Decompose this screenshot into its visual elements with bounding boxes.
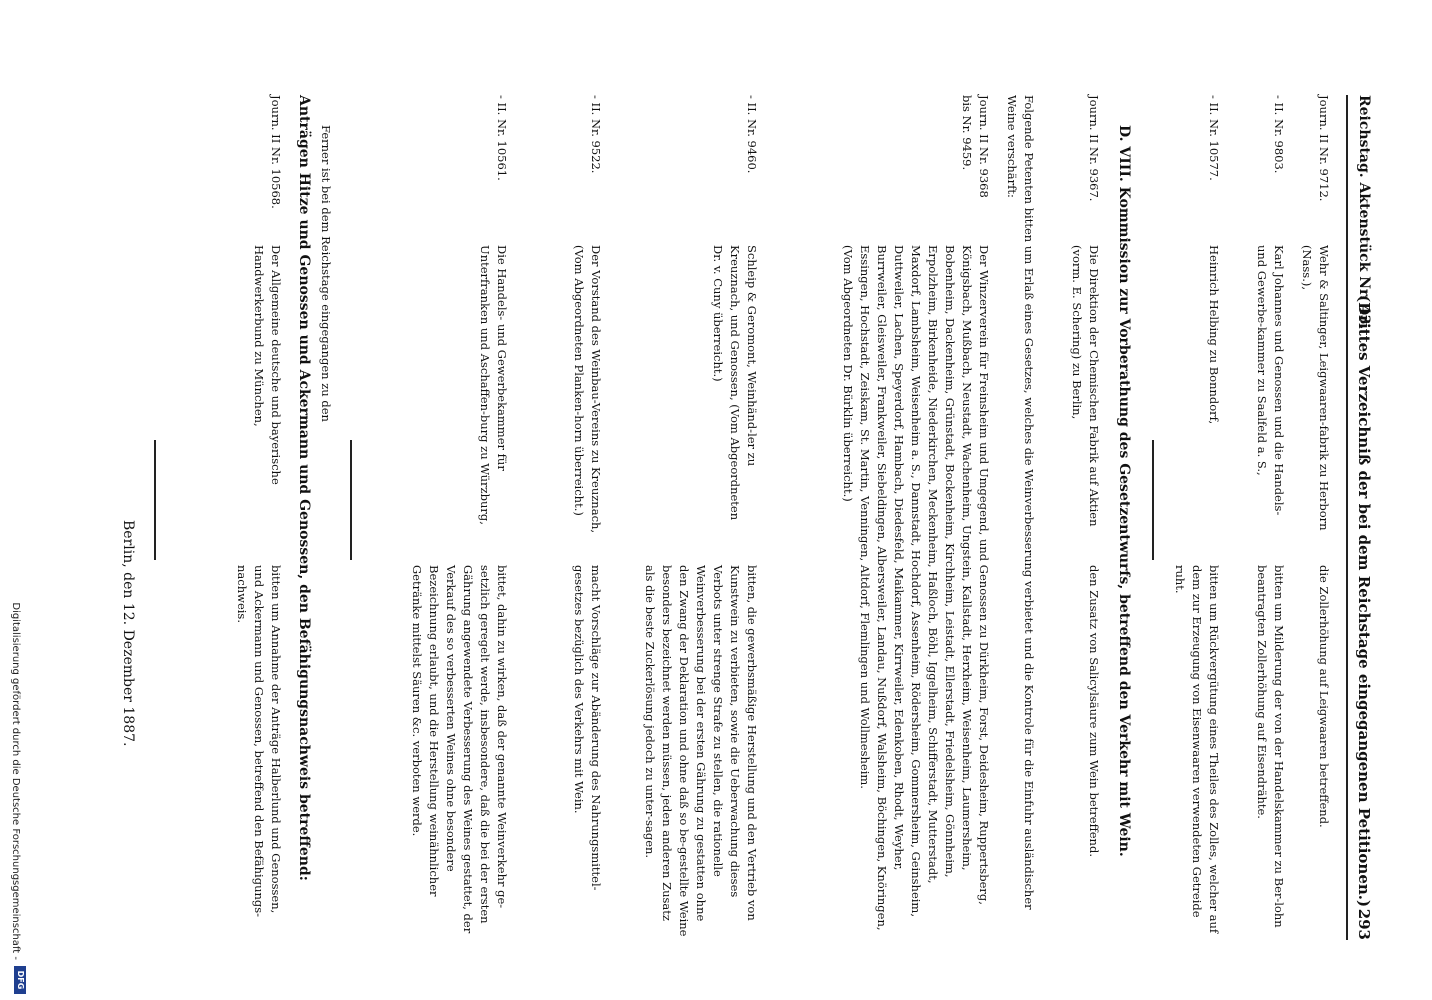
divider xyxy=(154,440,156,560)
presented-by-note: (Vom Abgeordneten Dr. Bürklin überreicht.) xyxy=(841,245,855,502)
section-title: D. VIII. Kommission zur Vorberathung des Gesetzentwurfs, betreffend den Verkehr mit Wein. xyxy=(1116,125,1132,857)
petition-entry xyxy=(1292,95,1332,938)
journal-ref: Journ. II Nr. 10568. xyxy=(269,95,283,209)
journal-ref: Journ. II Nr. 9712. xyxy=(1317,95,1331,202)
divider xyxy=(350,440,352,560)
footer-text: Digitalisierung gefördert durch die Deutsche Forschungsgemeinschaft - xyxy=(10,602,21,960)
ref-line: Journ. II Nr. 9368 xyxy=(977,95,991,198)
petitioner: Der Vorstand des Weinbau-Vereins zu Kreuznach, (Vom Abgeordneten Planken-horn überreicht.) xyxy=(572,245,603,534)
journal-ref-range xyxy=(958,95,992,235)
petitioner: Der Allgemeine deutsche und bayerische Handwerkerbund zu München, xyxy=(252,245,283,485)
request: den Zusatz von Salicylsäure zum Wein betreffend. xyxy=(1087,565,1101,857)
divider xyxy=(1152,440,1154,560)
petitioner: Wehr & Saltinger, Leigwaaren-fabrik zu Herborn (Nass.), xyxy=(1300,245,1331,531)
ref-line: bis Nr. 9459. xyxy=(960,95,974,171)
page-header xyxy=(1346,95,1374,940)
petition-entry xyxy=(529,95,604,938)
closing-intro: Ferner ist bei dem Reichstage eingegangen zu den xyxy=(319,125,333,422)
petitioner: Die Handels- und Gewerbekammer für Unterfranken und Aschaffen-burg zu Würzburg, xyxy=(478,245,509,525)
request: macht Vorschläge zur Abänderung des Nahrungsmittel-gesetzes bezüglich des Verkehrs mit Wein. xyxy=(572,565,603,891)
header-title: (Drittes Verzeichniß der bei dem Reichstage eingegangenen Petitionen.) xyxy=(1355,295,1373,908)
request: bitten um Annahme der Anträge Halberlund und Genossen, und Ackermann und Genossen, betreffend den Befähigungs-nachweis. xyxy=(235,565,283,918)
petitioner: Schleip & Geromont, Weinhänd-ler zu Kreuznach, und Genossen, (Vom Abgeordneten Dr. v. Cuny überreicht.) xyxy=(711,245,759,521)
petitioner: Heinrich Helbing zu Bonndorf, xyxy=(1207,245,1221,425)
journal-ref: - II. Nr. 10577. xyxy=(1207,95,1221,181)
petition-group xyxy=(777,95,992,938)
journal-ref: - II. Nr. 9522. xyxy=(589,95,603,174)
request: die Zollerhöhung auf Leigwaaren betreffend. xyxy=(1317,565,1331,828)
petition-entry xyxy=(1162,95,1222,938)
petitioner: Die Direktion der Chemischen Fabrik auf Aktien (vorm. E. Schering) zu Berlin, xyxy=(1070,245,1101,527)
petitioner-list: Der Winzerverein für Freinsheim und Umgegend, und Genossen zu Dürkheim, Forst, Deidesheim, Ruppertsberg, Königsbach, Mußbach, Neustadt, Wachenheim, Ungstein, Kallstadt, Herxheim, Weisenheim, Laumersheim, Bobenheim, Dackenheim, Grünstadt, Bockenheim, Kirchheim, Leistadt, Ellerstadt, Friedelsheim, Gönnheim, Erpolzheim, Birkenheide, Niederkirchen, Meckenheim, Haßloch, Böhl, Iggelheim, Schifferstadt, Mutterstadt, Maxdorf, Lambsheim, Weisenheim a. S., Dannstadt, Hochdorf, Assenheim, Rödersheim, Gommersheim, Geinsheim, Duttweiler, Lachen, Speyerdorf, Hambach, Diedesfeld, Maikammer, Kirrweiler, Edenkoben, Rhodt, Weyher, Burrweiler, Gleisweiler, Frankweiler, Siebeldingen, Albersweiler, Landau, Nußdorf, Walsheim, Böchingen, Knöringen, Essingen, Hochstadt, Zeiskam, St. Martin, Venningen, Altdorf, Flemlingen und Wollmesheim. xyxy=(858,245,991,931)
petition-entry xyxy=(620,95,760,938)
journal-ref: Journ. II Nr. 9367. xyxy=(1087,95,1101,202)
journal-ref: - II. Nr. 9460. xyxy=(745,95,759,174)
request: bittet, dahin zu wirken, daß der genannte Weinverkehr ge-setzlich geregelt werde, insbesondere, daß die bei der ersten Gährung angewendete Verbesserung des Weines gestattet, der Verkauf des so verbesserten Weines ohne besondere Bezeichnung erlaubt, und die Herstellung weinähnlicher Getränke mittelst Säuren &c. verboten werde. xyxy=(410,565,509,934)
request: bitten um Milderung der von der Handelskammer zu Ber-lohn beantragten Zollerhöhung auf Eisendrähte. xyxy=(1255,565,1286,928)
closing-title: Anträgen Hitze und Genossen und Ackermann und Genossen, den Befähigungsnachweis betreffend: xyxy=(296,95,312,881)
section-intro: Folgende Petenten bitten um Erlaß eines Gesetzes, welches die Weinverbesserung verbietet und die Kontrole für die Einfuhr ausländischer Weine verschärft: xyxy=(1005,95,1036,910)
journal-ref: - II. Nr. 9803. xyxy=(1272,95,1286,174)
page-number: 293 xyxy=(1355,908,1373,940)
journal-ref: - II. Nr. 10561. xyxy=(495,95,509,181)
dfg-logo: DFG xyxy=(14,966,26,994)
petition-entry xyxy=(1047,95,1102,938)
request: bitten um Rückvergütung eines Theiles des Zolles, welcher auf dem zur Erzeugung von Eisenwaaren verwendeten Getreide ruht. xyxy=(1173,565,1221,934)
date-line: Berlin, den 12. Dezember 1887. xyxy=(120,520,136,747)
petition-entry xyxy=(1237,95,1287,938)
petition-entry xyxy=(380,95,510,938)
group-text xyxy=(839,245,992,938)
petition-entry xyxy=(234,95,284,938)
petitioner: Karl Johannes und Genossen und die Handels- und Gewerbe-kammer zu Saalfeld a. S., xyxy=(1255,245,1286,516)
request: bitten, die gewerbsmäßige Herstellung und den Vertrieb von Kunstwein zu verbieten, sowie die Ueberwachung dieses Verbots unter strenge Strafe zu stellen, die rationelle Weinverbesserung bei der ersten Gährung zu gestatten ohne den Zwang der Deklaration und ohne daß so be-gestellte Weine besonders bezeichnet werden müssen, jeden anderen Zusatz als die beste Zuckerlösung jedoch zu unter-sagen. xyxy=(643,565,759,937)
header-left: Reichstag. Aktenstück Nr. 43. xyxy=(1356,95,1372,330)
digitization-footer xyxy=(8,0,34,1000)
